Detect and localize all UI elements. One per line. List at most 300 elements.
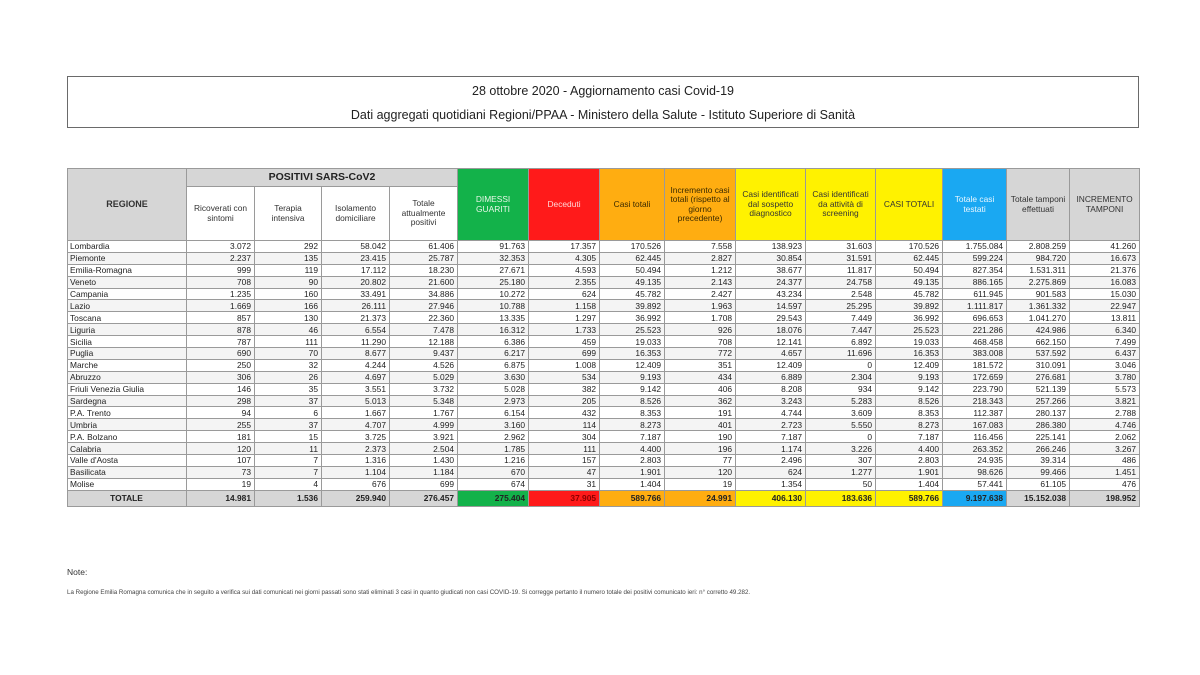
value-cell: 17.112 — [322, 264, 390, 276]
value-cell: 61.406 — [390, 241, 458, 253]
value-cell: 35 — [255, 383, 322, 395]
value-cell: 19 — [187, 478, 255, 490]
value-cell: 4.400 — [600, 443, 665, 455]
value-cell: 3.821 — [1070, 395, 1140, 407]
value-cell: 50.494 — [600, 264, 665, 276]
value-cell: 98.626 — [943, 466, 1007, 478]
table-row — [68, 264, 1140, 276]
table-row — [68, 288, 1140, 300]
table-row — [68, 443, 1140, 455]
value-cell: 7.558 — [665, 241, 736, 253]
total-value-cell: 9.197.638 — [943, 490, 1007, 506]
value-cell: 383.008 — [943, 348, 1007, 360]
value-cell: 39.892 — [600, 300, 665, 312]
table-row — [68, 252, 1140, 264]
value-cell: 3.780 — [1070, 371, 1140, 383]
header-casi-totali: Casi totali — [600, 169, 665, 241]
region-name-cell: Puglia — [68, 348, 187, 360]
header-ricoverati: Ricoverati con sintomi — [187, 187, 255, 241]
region-name-cell: Sardegna — [68, 395, 187, 407]
value-cell: 22.360 — [390, 312, 458, 324]
total-row — [68, 490, 1140, 506]
value-cell: 3.226 — [806, 443, 876, 455]
value-cell: 25.523 — [600, 324, 665, 336]
value-cell: 6.892 — [806, 336, 876, 348]
value-cell: 7.447 — [806, 324, 876, 336]
value-cell: 15.030 — [1070, 288, 1140, 300]
value-cell: 476 — [1070, 478, 1140, 490]
value-cell: 699 — [390, 478, 458, 490]
value-cell: 9.193 — [600, 371, 665, 383]
total-value-cell: 275.404 — [458, 490, 529, 506]
report-header — [67, 76, 1139, 128]
value-cell: 62.445 — [600, 252, 665, 264]
value-cell: 135 — [255, 252, 322, 264]
region-name-cell: Basilicata — [68, 466, 187, 478]
value-cell: 304 — [529, 431, 600, 443]
value-cell: 6 — [255, 407, 322, 419]
table-row — [68, 466, 1140, 478]
value-cell: 1.041.270 — [1007, 312, 1070, 324]
value-cell: 298 — [187, 395, 255, 407]
value-cell: 1.158 — [529, 300, 600, 312]
value-cell: 926 — [665, 324, 736, 336]
value-cell: 676 — [322, 478, 390, 490]
value-cell: 10.788 — [458, 300, 529, 312]
value-cell: 468.458 — [943, 336, 1007, 348]
value-cell: 624 — [529, 288, 600, 300]
value-cell: 3.072 — [187, 241, 255, 253]
value-cell: 46 — [255, 324, 322, 336]
value-cell: 708 — [665, 336, 736, 348]
value-cell: 31.591 — [806, 252, 876, 264]
value-cell: 670 — [458, 466, 529, 478]
value-cell: 434 — [665, 371, 736, 383]
region-name-cell: Sicilia — [68, 336, 187, 348]
value-cell: 1.277 — [806, 466, 876, 478]
value-cell: 2.355 — [529, 276, 600, 288]
value-cell: 107 — [187, 455, 255, 467]
value-cell: 984.720 — [1007, 252, 1070, 264]
value-cell: 39.314 — [1007, 455, 1070, 467]
value-cell: 13.811 — [1070, 312, 1140, 324]
value-cell: 23.415 — [322, 252, 390, 264]
table-row — [68, 324, 1140, 336]
value-cell: 41.260 — [1070, 241, 1140, 253]
value-cell: 57.441 — [943, 478, 1007, 490]
value-cell: 7.187 — [736, 431, 806, 443]
value-cell: 167.083 — [943, 419, 1007, 431]
value-cell: 157 — [529, 455, 600, 467]
value-cell: 934 — [806, 383, 876, 395]
value-cell: 24.935 — [943, 455, 1007, 467]
table-row — [68, 359, 1140, 371]
value-cell: 58.042 — [322, 241, 390, 253]
value-cell: 38.677 — [736, 264, 806, 276]
value-cell: 3.551 — [322, 383, 390, 395]
value-cell: 1.216 — [458, 455, 529, 467]
header-casi-totali-2: CASI TOTALI — [876, 169, 943, 241]
value-cell: 306 — [187, 371, 255, 383]
value-cell: 4.526 — [390, 359, 458, 371]
value-cell: 674 — [458, 478, 529, 490]
value-cell: 77 — [665, 455, 736, 467]
value-cell: 32.353 — [458, 252, 529, 264]
value-cell: 1.111.817 — [943, 300, 1007, 312]
covid-data-table — [67, 168, 1140, 507]
value-cell: 310.091 — [1007, 359, 1070, 371]
value-cell: 11.696 — [806, 348, 876, 360]
total-value-cell: 259.940 — [322, 490, 390, 506]
header-dimessi: DIMESSI GUARITI — [458, 169, 529, 241]
value-cell: 857 — [187, 312, 255, 324]
value-cell: 7 — [255, 455, 322, 467]
region-name-cell: P.A. Trento — [68, 407, 187, 419]
value-cell: 459 — [529, 336, 600, 348]
value-cell: 94 — [187, 407, 255, 419]
value-cell: 12.141 — [736, 336, 806, 348]
value-cell: 5.348 — [390, 395, 458, 407]
value-cell: 50 — [806, 478, 876, 490]
value-cell: 772 — [665, 348, 736, 360]
table-row — [68, 371, 1140, 383]
value-cell: 1.008 — [529, 359, 600, 371]
value-cell: 901.583 — [1007, 288, 1070, 300]
header-totale-positivi: Totale attualmente positivi — [390, 187, 458, 241]
value-cell: 1.316 — [322, 455, 390, 467]
value-cell: 27.946 — [390, 300, 458, 312]
value-cell: 2.427 — [665, 288, 736, 300]
value-cell: 16.312 — [458, 324, 529, 336]
value-cell: 1.708 — [665, 312, 736, 324]
value-cell: 45.782 — [876, 288, 943, 300]
value-cell: 223.790 — [943, 383, 1007, 395]
table-row — [68, 300, 1140, 312]
header-regione: REGIONE — [68, 169, 187, 241]
value-cell: 190 — [665, 431, 736, 443]
value-cell: 1.767 — [390, 407, 458, 419]
value-cell: 221.286 — [943, 324, 1007, 336]
value-cell: 37 — [255, 419, 322, 431]
value-cell: 1.901 — [876, 466, 943, 478]
value-cell: 6.154 — [458, 407, 529, 419]
value-cell: 11 — [255, 443, 322, 455]
value-cell: 12.188 — [390, 336, 458, 348]
value-cell: 6.889 — [736, 371, 806, 383]
total-value-cell: 1.536 — [255, 490, 322, 506]
header-casi-sospetto: Casi identificati dal sospetto diagnostico — [736, 169, 806, 241]
value-cell: 91.763 — [458, 241, 529, 253]
value-cell: 8.526 — [600, 395, 665, 407]
table-body — [68, 241, 1140, 507]
value-cell: 2.803 — [600, 455, 665, 467]
value-cell: 4.400 — [876, 443, 943, 455]
table-row — [68, 419, 1140, 431]
value-cell: 1.785 — [458, 443, 529, 455]
value-cell: 2.143 — [665, 276, 736, 288]
value-cell: 2.062 — [1070, 431, 1140, 443]
value-cell: 120 — [665, 466, 736, 478]
value-cell: 5.283 — [806, 395, 876, 407]
region-name-cell: Liguria — [68, 324, 187, 336]
value-cell: 2.548 — [806, 288, 876, 300]
header-terapia: Terapia intensiva — [255, 187, 322, 241]
value-cell: 6.437 — [1070, 348, 1140, 360]
value-cell: 7.499 — [1070, 336, 1140, 348]
value-cell: 2.304 — [806, 371, 876, 383]
value-cell: 49.135 — [876, 276, 943, 288]
value-cell: 37 — [255, 395, 322, 407]
total-value-cell: 24.991 — [665, 490, 736, 506]
value-cell: 218.343 — [943, 395, 1007, 407]
value-cell: 146 — [187, 383, 255, 395]
value-cell: 432 — [529, 407, 600, 419]
value-cell: 70 — [255, 348, 322, 360]
region-name-cell: Lazio — [68, 300, 187, 312]
value-cell: 2.723 — [736, 419, 806, 431]
value-cell: 205 — [529, 395, 600, 407]
value-cell: 8.677 — [322, 348, 390, 360]
value-cell: 1.404 — [876, 478, 943, 490]
value-cell: 3.921 — [390, 431, 458, 443]
value-cell: 8.353 — [876, 407, 943, 419]
value-cell: 1.212 — [665, 264, 736, 276]
value-cell: 130 — [255, 312, 322, 324]
header-positivi-group: POSITIVI SARS-CoV2 — [187, 169, 458, 187]
value-cell: 257.266 — [1007, 395, 1070, 407]
value-cell: 307 — [806, 455, 876, 467]
value-cell: 8.353 — [600, 407, 665, 419]
value-cell: 7.187 — [876, 431, 943, 443]
value-cell: 25.787 — [390, 252, 458, 264]
total-value-cell: 589.766 — [600, 490, 665, 506]
value-cell: 15 — [255, 431, 322, 443]
total-value-cell: 183.636 — [806, 490, 876, 506]
value-cell: 1.451 — [1070, 466, 1140, 478]
total-value-cell: 276.457 — [390, 490, 458, 506]
value-cell: 36.992 — [876, 312, 943, 324]
header-incremento-tamponi: INCREMENTO TAMPONI — [1070, 169, 1140, 241]
value-cell: 6.875 — [458, 359, 529, 371]
value-cell: 4.744 — [736, 407, 806, 419]
value-cell: 119 — [255, 264, 322, 276]
value-cell: 696.653 — [943, 312, 1007, 324]
value-cell: 196 — [665, 443, 736, 455]
value-cell: 624 — [736, 466, 806, 478]
value-cell: 401 — [665, 419, 736, 431]
value-cell: 2.496 — [736, 455, 806, 467]
value-cell: 3.732 — [390, 383, 458, 395]
value-cell: 10.272 — [458, 288, 529, 300]
region-name-cell: Umbria — [68, 419, 187, 431]
value-cell: 16.353 — [600, 348, 665, 360]
value-cell: 29.543 — [736, 312, 806, 324]
value-cell: 280.137 — [1007, 407, 1070, 419]
value-cell: 26.111 — [322, 300, 390, 312]
value-cell: 6.386 — [458, 336, 529, 348]
value-cell: 1.531.311 — [1007, 264, 1070, 276]
region-name-cell: Lombardia — [68, 241, 187, 253]
value-cell: 39.892 — [876, 300, 943, 312]
value-cell: 0 — [806, 431, 876, 443]
value-cell: 787 — [187, 336, 255, 348]
value-cell: 1.235 — [187, 288, 255, 300]
value-cell: 170.526 — [876, 241, 943, 253]
header-incremento: Incremento casi totali (rispetto al giorno precedente) — [665, 169, 736, 241]
value-cell: 1.667 — [322, 407, 390, 419]
value-cell: 4.999 — [390, 419, 458, 431]
value-cell: 1.404 — [600, 478, 665, 490]
value-cell: 8.273 — [876, 419, 943, 431]
value-cell: 114 — [529, 419, 600, 431]
value-cell: 3.609 — [806, 407, 876, 419]
table-row — [68, 276, 1140, 288]
value-cell: 4.593 — [529, 264, 600, 276]
value-cell: 424.986 — [1007, 324, 1070, 336]
value-cell: 112.387 — [943, 407, 1007, 419]
value-cell: 2.237 — [187, 252, 255, 264]
value-cell: 170.526 — [600, 241, 665, 253]
value-cell: 24.377 — [736, 276, 806, 288]
value-cell: 191 — [665, 407, 736, 419]
value-cell: 17.357 — [529, 241, 600, 253]
value-cell: 2.373 — [322, 443, 390, 455]
value-cell: 4 — [255, 478, 322, 490]
value-cell: 2.808.259 — [1007, 241, 1070, 253]
value-cell: 2.275.869 — [1007, 276, 1070, 288]
region-name-cell: P.A. Bolzano — [68, 431, 187, 443]
value-cell: 5.550 — [806, 419, 876, 431]
value-cell: 16.353 — [876, 348, 943, 360]
value-cell: 181 — [187, 431, 255, 443]
value-cell: 3.243 — [736, 395, 806, 407]
value-cell: 1.104 — [322, 466, 390, 478]
header-isolamento: Isolamento domiciliare — [322, 187, 390, 241]
value-cell: 25.523 — [876, 324, 943, 336]
value-cell: 9.193 — [876, 371, 943, 383]
value-cell: 172.659 — [943, 371, 1007, 383]
value-cell: 4.244 — [322, 359, 390, 371]
region-name-cell: Campania — [68, 288, 187, 300]
value-cell: 19.033 — [600, 336, 665, 348]
value-cell: 90 — [255, 276, 322, 288]
value-cell: 250 — [187, 359, 255, 371]
value-cell: 7.449 — [806, 312, 876, 324]
value-cell: 13.335 — [458, 312, 529, 324]
table-row — [68, 336, 1140, 348]
region-name-cell: Emilia-Romagna — [68, 264, 187, 276]
header-tamponi: Totale tamponi effettuati — [1007, 169, 1070, 241]
value-cell: 708 — [187, 276, 255, 288]
value-cell: 5.028 — [458, 383, 529, 395]
value-cell: 4.697 — [322, 371, 390, 383]
region-name-cell: Friuli Venezia Giulia — [68, 383, 187, 395]
value-cell: 3.046 — [1070, 359, 1140, 371]
value-cell: 1.354 — [736, 478, 806, 490]
value-cell: 999 — [187, 264, 255, 276]
value-cell: 116.456 — [943, 431, 1007, 443]
value-cell: 12.409 — [736, 359, 806, 371]
table-row — [68, 241, 1140, 253]
value-cell: 662.150 — [1007, 336, 1070, 348]
value-cell: 6.217 — [458, 348, 529, 360]
value-cell: 255 — [187, 419, 255, 431]
value-cell: 20.802 — [322, 276, 390, 288]
value-cell: 111 — [255, 336, 322, 348]
table-row — [68, 455, 1140, 467]
value-cell: 49.135 — [600, 276, 665, 288]
value-cell: 111 — [529, 443, 600, 455]
value-cell: 61.105 — [1007, 478, 1070, 490]
value-cell: 18.076 — [736, 324, 806, 336]
notes-label: Note: — [67, 567, 88, 577]
value-cell: 36.992 — [600, 312, 665, 324]
value-cell: 14.597 — [736, 300, 806, 312]
value-cell: 2.962 — [458, 431, 529, 443]
region-name-cell: Abruzzo — [68, 371, 187, 383]
total-value-cell: 15.152.038 — [1007, 490, 1070, 506]
region-name-cell: Valle d'Aosta — [68, 455, 187, 467]
value-cell: 351 — [665, 359, 736, 371]
value-cell: 47 — [529, 466, 600, 478]
value-cell: 362 — [665, 395, 736, 407]
value-cell: 886.165 — [943, 276, 1007, 288]
value-cell: 1.963 — [665, 300, 736, 312]
notes-text: La Regione Emilia Romagna comunica che in seguito a verifica sui dati comunicati nei giorni passati sono stati eliminati 3 casi in quanto giudicati non casi COVID-19. Si corregge pertanto il numero totale dei positivi comunicato ieri: n° corretto 49.282. — [67, 589, 751, 596]
value-cell: 2.973 — [458, 395, 529, 407]
value-cell: 9.142 — [600, 383, 665, 395]
value-cell: 21.373 — [322, 312, 390, 324]
region-name-cell: Molise — [68, 478, 187, 490]
value-cell: 5.029 — [390, 371, 458, 383]
value-cell: 25.180 — [458, 276, 529, 288]
value-cell: 11.290 — [322, 336, 390, 348]
value-cell: 16.083 — [1070, 276, 1140, 288]
table-row — [68, 383, 1140, 395]
value-cell: 292 — [255, 241, 322, 253]
value-cell: 25.295 — [806, 300, 876, 312]
value-cell: 382 — [529, 383, 600, 395]
value-cell: 160 — [255, 288, 322, 300]
value-cell: 7.478 — [390, 324, 458, 336]
region-name-cell: Marche — [68, 359, 187, 371]
value-cell: 166 — [255, 300, 322, 312]
header-casi-screening: Casi identificati da attività di screening — [806, 169, 876, 241]
value-cell: 33.491 — [322, 288, 390, 300]
value-cell: 9.142 — [876, 383, 943, 395]
value-cell: 18.230 — [390, 264, 458, 276]
value-cell: 4.746 — [1070, 419, 1140, 431]
value-cell: 699 — [529, 348, 600, 360]
value-cell: 6.340 — [1070, 324, 1140, 336]
value-cell: 8.208 — [736, 383, 806, 395]
value-cell: 611.945 — [943, 288, 1007, 300]
value-cell: 2.788 — [1070, 407, 1140, 419]
value-cell: 3.160 — [458, 419, 529, 431]
value-cell: 43.234 — [736, 288, 806, 300]
region-name-cell: Veneto — [68, 276, 187, 288]
value-cell: 30.854 — [736, 252, 806, 264]
value-cell: 1.361.332 — [1007, 300, 1070, 312]
value-cell: 22.947 — [1070, 300, 1140, 312]
value-cell: 521.139 — [1007, 383, 1070, 395]
total-value-cell: 198.952 — [1070, 490, 1140, 506]
value-cell: 266.246 — [1007, 443, 1070, 455]
value-cell: 406 — [665, 383, 736, 395]
value-cell: 0 — [806, 359, 876, 371]
value-cell: 534 — [529, 371, 600, 383]
value-cell: 50.494 — [876, 264, 943, 276]
